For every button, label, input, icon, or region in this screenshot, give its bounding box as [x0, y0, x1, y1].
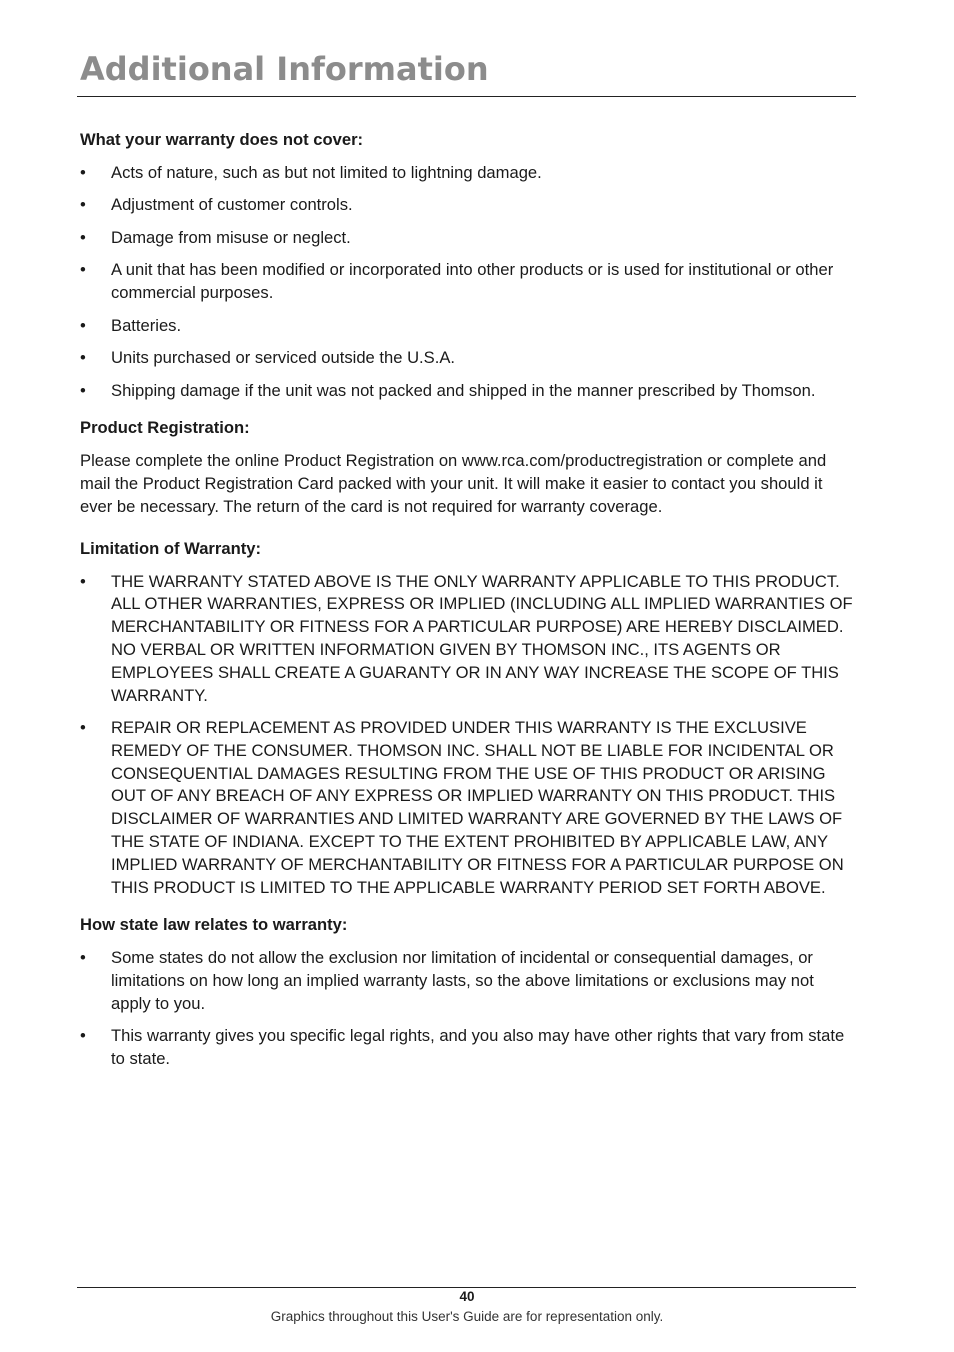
not-covered-list: [80, 162, 856, 403]
list-item-text: Adjustment of customer controls.: [111, 195, 353, 215]
bullet-icon: •: [80, 260, 86, 280]
list-item: [80, 259, 856, 305]
section-heading-state-law: How state law relates to warranty:: [80, 915, 348, 935]
list-item: [80, 380, 856, 403]
bullet-icon: •: [80, 948, 86, 968]
footer-note: Graphics throughout this User's Guide are for representation only.: [270, 1309, 664, 1324]
list-item-text: Batteries.: [111, 315, 182, 335]
list-item: [80, 227, 856, 250]
list-item: [80, 1025, 856, 1071]
bullet-icon: •: [80, 348, 86, 368]
section-heading-not-covered: What your warranty does not cover:: [80, 130, 364, 149]
list-item-text: Damage from misuse or neglect.: [111, 227, 351, 247]
list-item: [80, 717, 856, 899]
section-heading-limitation: Limitation of Warranty:: [80, 538, 261, 558]
bullet-icon: •: [80, 195, 86, 215]
list-item-text: REPAIR OR REPLACEMENT AS PROVIDED UNDER THIS WARRANTY IS THE EXCLUSIVE REMEDY OF THE CONSUMER. THOMSON INC. SHALL NOT BE LIABLE FOR INCIDENTAL OR CONSEQUENTIAL DAMAGES RESULTING FROM THE USE OF THIS PRODUCT OR ARISING OUT OF ANY BREACH OF ANY EXPRESS OR IMPLIED WARRANTY ON THIS PRODUCT. THIS DISCLAIMER OF WARRANTIES AND LIMITED WARRANTY ARE GOVERNED BY THE LAWS OF THE STATE OF INDIANA. EXCEPT TO THE EXTENT PROHIBITED BY APPLICABLE LAW, ANY IMPLIED WARRANTY OF MERCHANTABILITY OR FITNESS FOR A PARTICULAR PURPOSE ON THIS PRODUCT IS LIMITED TO THE APPLICABLE WARRANTY PERIOD SET FORTH ABOVE.: [111, 718, 844, 897]
title-divider: [77, 96, 856, 97]
bullet-icon: •: [80, 718, 86, 738]
list-item: [80, 194, 856, 217]
list-item-text: THE WARRANTY STATED ABOVE IS THE ONLY WARRANTY APPLICABLE TO THIS PRODUCT. ALL OTHER WARRANTIES, EXPRESS OR IMPLIED (INCLUDING ALL IMPLIED WARRANTIES OF MERCHANTABILITY OR FITNESS FOR A PARTICULAR PURPOSE) ARE HEREBY DISCLAIMED. NO VERBAL OR WRITTEN INFORMATION GIVEN BY THOMSON INC., ITS AGENTS OR EMPLOYEES SHALL CREATE A GUARANTY OR IN ANY WAY INCREASE THE SCOPE OF THIS WARRANTY.: [111, 571, 853, 705]
bullet-icon: •: [80, 227, 86, 247]
bullet-icon: •: [80, 380, 86, 400]
list-item-text: Some states do not allow the exclusion nor limitation of incidental or consequential damages, or limitations on how long an implied warranty lasts, so the above limitations or exclusions may not apply to you.: [111, 948, 814, 1013]
list-item: [80, 162, 856, 185]
page-title: Additional Information: [80, 50, 489, 88]
list-item: [80, 947, 856, 1015]
bullet-icon: •: [80, 571, 86, 591]
state-law-list: [80, 947, 856, 1071]
list-item-text: A unit that has been modified or incorporated into other products or is used for institutional or other commercial purposes.: [111, 260, 834, 303]
list-item-text: Units purchased or serviced outside the U.S.A.: [111, 348, 456, 368]
bullet-icon: •: [80, 315, 86, 335]
footer-divider: [77, 1287, 856, 1288]
list-item-text: This warranty gives you specific legal rights, and you also may have other rights that vary from state to state.: [111, 1026, 845, 1068]
bullet-icon: •: [80, 1026, 86, 1046]
list-item: [80, 315, 856, 338]
list-item: [80, 571, 856, 708]
limitation-list: [80, 571, 856, 900]
page-content: [80, 128, 856, 1080]
page-number: 40: [459, 1289, 475, 1304]
list-item-text: Shipping damage if the unit was not packed and shipped in the manner prescribed by Thomson.: [111, 380, 816, 400]
list-item-text: Acts of nature, such as but not limited to lightning damage.: [111, 163, 542, 182]
bullet-icon: •: [80, 163, 86, 182]
section-heading-registration: Product Registration:: [80, 418, 250, 438]
registration-paragraph: Please complete the online Product Registration on www.rca.com/productregistration or complete and mail the Product Registration Card packed with your unit. It will make it easier to contact you should it ever be necessary. The return of the card is not required for warranty coverage.: [80, 451, 827, 516]
list-item: [80, 347, 856, 370]
